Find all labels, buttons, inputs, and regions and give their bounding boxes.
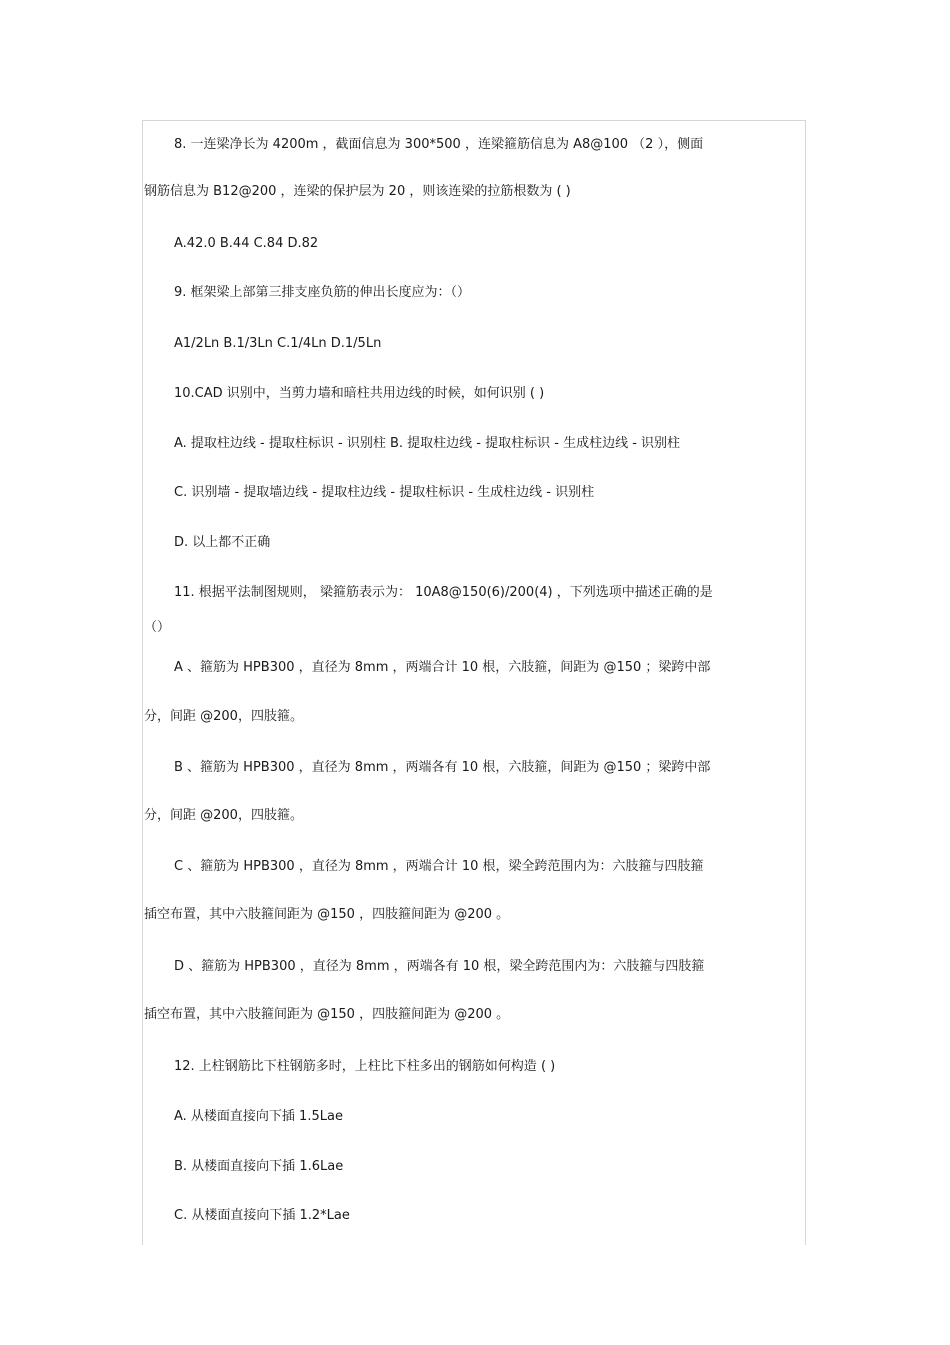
q10-option-ab: A. 提取柱边线 - 提取柱标识 - 识别柱 B. 提取柱边线 - 提取柱标识 - 生成柱边线 - 识别柱: [174, 436, 681, 451]
q11-option-c-line1: C 、箍筋为 HPB300 ，直径为 8mm ，两端合计 10 根，梁全跨范围内为：六肢箍与四肢箍: [174, 859, 704, 874]
q9-options: A1/2Ln B.1/3Ln C.1/4Ln D.1/5Ln: [174, 336, 382, 351]
q12-option-c: C. 从楼面直接向下插 1.2*Lae: [174, 1208, 350, 1223]
q9-stem: 9. 框架梁上部第三排支座负筋的伸出长度应为：（）: [174, 285, 471, 300]
q11-option-d-line2: 插空布置，其中六肢箍间距为 @150 ，四肢箍间距为 @200 。: [144, 1007, 510, 1022]
q8-options: A.42.0 B.44 C.84 D.82: [174, 236, 319, 251]
q11-option-a-line1: A 、箍筋为 HPB300 ，直径为 8mm ，两端合计 10 根，六肢箍，间距为 @150 ；梁跨中部: [174, 660, 711, 675]
q11-stem-line1: 11. 根据平法制图规则， 梁箍筋表示为： 10A8@150(6)/200(4) ，下列选项中描述正确的是: [174, 585, 713, 600]
q12-option-a: A. 从楼面直接向下插 1.5Lae: [174, 1109, 343, 1124]
q10-stem: 10.CAD 识别中，当剪力墙和暗柱共用边线的时候，如何识别 ( ): [174, 386, 545, 401]
q8-stem-line2: 钢筋信息为 B12@200 ，连梁的保护层为 20 ，则该连梁的拉筋根数为 ( ): [144, 184, 571, 199]
q12-stem: 12. 上柱钢筋比下柱钢筋多时，上柱比下柱多出的钢筋如何构造 ( ): [174, 1059, 556, 1074]
q11-option-b-line1: B 、箍筋为 HPB300 ，直径为 8mm ，两端各有 10 根，六肢箍，间距为 @150 ；梁跨中部: [174, 760, 711, 775]
q8-stem-line1: 8. 一连梁净长为 4200m ，截面信息为 300*500 ，连梁箍筋信息为 A8@100 （2 ），侧面: [174, 137, 704, 152]
q11-option-d-line1: D 、箍筋为 HPB300 ，直径为 8mm ，两端各有 10 根，梁全跨范围内为：六肢箍与四肢箍: [174, 959, 705, 974]
q10-option-d: D. 以上都不正确: [174, 535, 271, 550]
q11-option-c-line2: 插空布置，其中六肢箍间距为 @150 ，四肢箍间距为 @200 。: [144, 907, 510, 922]
q10-option-c: C. 识别墙 - 提取墙边线 - 提取柱边线 - 提取柱标识 - 生成柱边线 - 识别柱: [174, 485, 595, 500]
q11-option-b-line2: 分，间距 @200，四肢箍。: [144, 808, 303, 823]
q12-option-b: B. 从楼面直接向下插 1.6Lae: [174, 1159, 344, 1174]
q11-option-a-line2: 分，间距 @200，四肢箍。: [144, 709, 303, 724]
q11-stem-line2: （）: [144, 620, 171, 635]
